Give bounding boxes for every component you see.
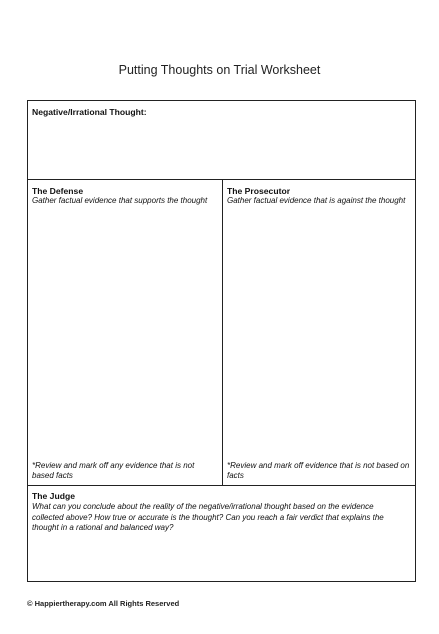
defense-note: *Review and mark off any evidence that is not based facts	[32, 461, 195, 480]
copyright-footer: © Happiertherapy.com All Rights Reserved	[27, 599, 180, 608]
defense-section[interactable]	[28, 180, 223, 485]
negative-thought-label: Negative/Irrational Thought:	[32, 107, 147, 117]
prosecutor-note: *Review and mark off evidence that is not based on facts	[227, 461, 410, 480]
worksheet-title: Putting Thoughts on Trial Worksheet	[118, 63, 321, 77]
prosecutor-heading: The Prosecutor	[227, 186, 291, 196]
judge-heading: The Judge	[32, 491, 75, 501]
negative-thought-section[interactable]	[28, 101, 415, 180]
prosecutor-instruction: Gather factual evidence that is against the thought	[227, 196, 406, 205]
defense-heading: The Defense	[32, 186, 84, 196]
judge-instruction: What can you conclude about the reality of the negative/irrational thought based on the evidence collected above? How true or accurate is the thought? Can you reach a fair verdict that explains the thought in a rational and balanced way?	[32, 502, 384, 532]
prosecutor-section[interactable]	[223, 180, 415, 485]
defense-instruction: Gather factual evidence that supports the thought	[32, 196, 208, 205]
judge-section[interactable]	[28, 485, 415, 581]
worksheet-table	[27, 100, 416, 582]
